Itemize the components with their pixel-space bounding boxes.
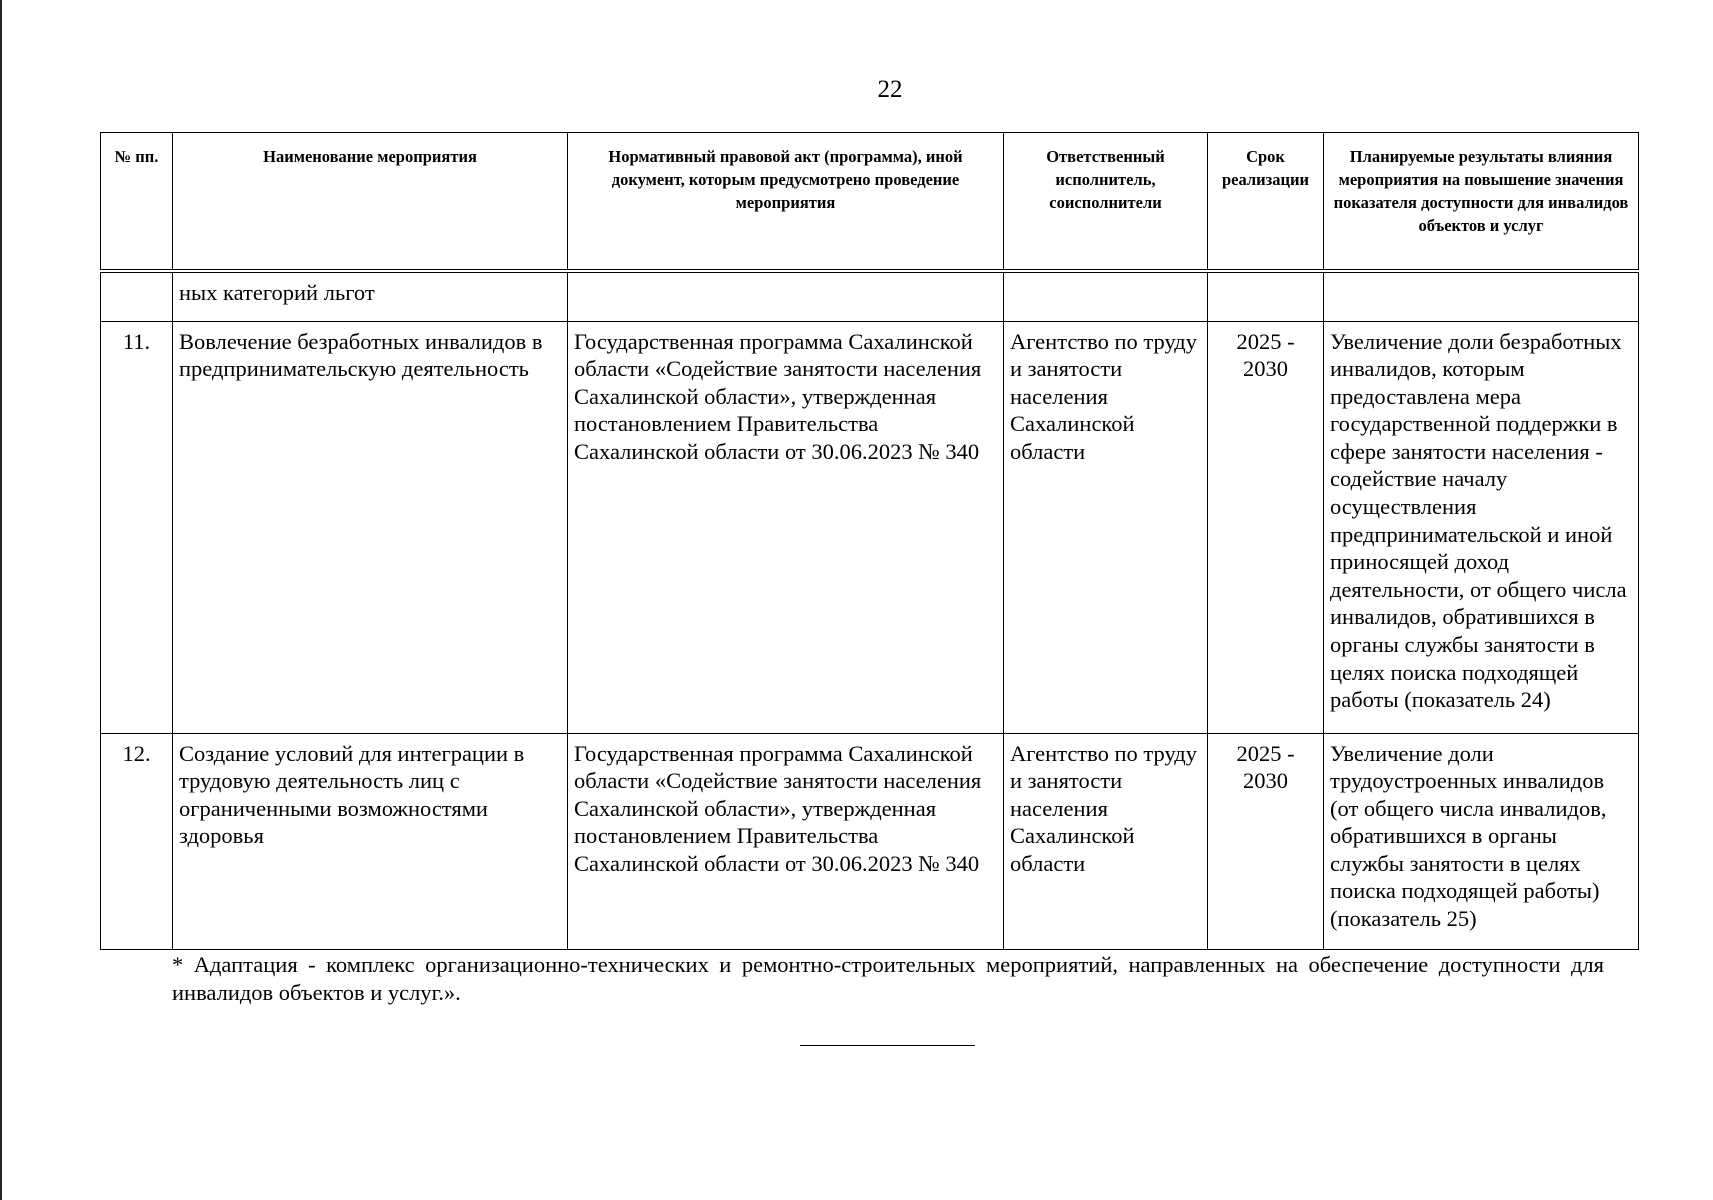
cell-result: Увеличение доли трудоустроенных инвалидов (от общего числа инвалидов, обратившихся в органы службы занятости в целях поиска подходящей работы) (показатель 25) — [1324, 733, 1639, 949]
cell-term: 2025 - 2030 — [1208, 733, 1324, 949]
cell-result — [1324, 271, 1639, 321]
header-num: № пп. — [101, 133, 173, 272]
cell-executor: Агентство по труду и занятости населения Сахалинской области — [1004, 321, 1208, 733]
table-row — [101, 733, 1639, 949]
footnote: * Адаптация - комплекс организационно-технических и ремонтно-строительных мероприятий, направленных на обеспечение доступности для инвалидов объектов и услуг.». — [172, 952, 1604, 1005]
header-term: Срок реализации — [1208, 133, 1324, 272]
cell-name: ных категорий льгот — [173, 271, 568, 321]
cell-term: 2025 - 2030 — [1208, 321, 1324, 733]
measures-table — [100, 132, 1639, 950]
cell-name: Вовлечение безработных инвалидов в предпринимательскую деятельность — [173, 321, 568, 733]
cell-act: Государственная программа Сахалинской области «Содействие занятости населения Сахалинской области», утвержденная постановлением Правительства Сахалинской области от 30.06.2023 № 340 — [568, 321, 1004, 733]
table-header-row — [101, 133, 1639, 272]
table-row-continuation — [101, 271, 1639, 321]
end-line — [800, 1045, 975, 1046]
table-row — [101, 321, 1639, 733]
header-result: Планируемые результаты влияния мероприятия на повышение значения показателя доступности для инвалидов объектов и услуг — [1324, 133, 1639, 272]
cell-act — [568, 271, 1004, 321]
cell-num: 11. — [101, 321, 173, 733]
cell-executor: Агентство по труду и занятости населения Сахалинской области — [1004, 733, 1208, 949]
cell-name: Создание условий для интеграции в трудовую деятельность лиц с ограниченными возможностями здоровья — [173, 733, 568, 949]
header-name: Наименование мероприятия — [173, 133, 568, 272]
header-executor: Ответственный исполнитель, соисполнители — [1004, 133, 1208, 272]
scan-edge — [0, 0, 2, 1200]
cell-term — [1208, 271, 1324, 321]
page-number: 22 — [877, 76, 903, 103]
cell-num — [101, 271, 173, 321]
cell-num: 12. — [101, 733, 173, 949]
cell-act: Государственная программа Сахалинской области «Содействие занятости населения Сахалинской области», утвержденная постановлением Правительства Сахалинской области от 30.06.2023 № 340 — [568, 733, 1004, 949]
cell-executor — [1004, 271, 1208, 321]
cell-result: Увеличение доли безработных инвалидов, которым предоставлена мера государственной поддержки в сфере занятости населения - содействие началу осуществления предпринимательской и иной приносящей доход деятельности, от общего числа инвалидов, обратившихся в органы службы занятости в целях поиска подходящей работы (показатель 24) — [1324, 321, 1639, 733]
header-act: Нормативный правовой акт (программа), иной документ, которым предусмотрено проведение мероприятия — [568, 133, 1004, 272]
